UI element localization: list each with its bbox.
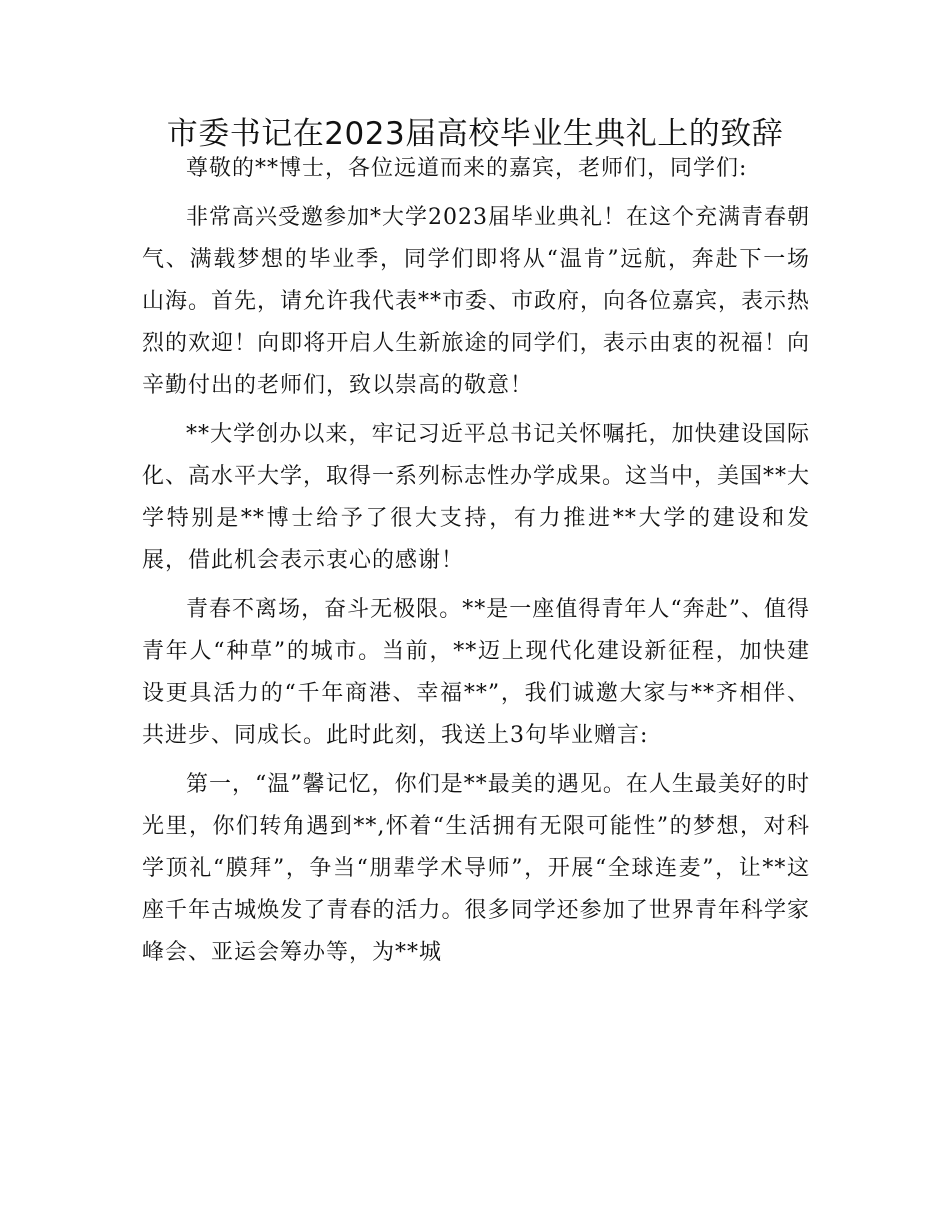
paragraph-opening: 非常高兴受邀参加*大学2023届毕业典礼！在这个充满青春朝气、满载梦想的毕业季，同学们即将从“温肯”远航，奔赴下一场山海。首先，请允许我代表**市委、市政府，向各位嘉宾，表示热烈的欢迎！向即将开启人生新旅途的同学们，表示由衷的祝福！向辛勤付出的老师们，致以崇高的敬意！ [142, 205, 811, 398]
paragraph-youth: 青春不离场，奋斗无极限。**是一座值得青年人“奔赴”、值得青年人“种草”的城市。当前，**迈上现代化建设新征程，加快建设更具活力的“千年商港、幸福**”，我们诚邀大家与**齐相伴、共进步、同成长。此时此刻，我送上3句毕业赠言: [142, 597, 810, 748]
paragraph-first-message: 第一，“温”馨记忆，你们是**最美的遇见。在人生最美好的时光里，你们转角遇到**,怀着“生活拥有无限可能性”的梦想，对科学顶礼“膜拜”，争当“朋辈学术导师”，开展“全球连麦”，让**这座千年古城焕发了青春的活力。很多同学还参加了世界青年科学家峰会、亚运会筹办等，为**城 [142, 772, 810, 965]
document-title: 市委书记在2023届高校毕业生典礼上的致辞 [166, 116, 784, 152]
document-body [142, 148, 810, 981]
paragraph-university: **大学创办以来，牢记习近平总书记关怀嘱托，加快建设国际化、高水平大学，取得一系列标志性办学成果。这当中，美国**大学特别是**博士给予了很大支持，有力推进**大学的建设和发展，借此机会表示衷心的感谢！ [142, 422, 811, 573]
salutation-line: 尊敬的**博士，各位远道而来的嘉宾，老师们，同学们: [186, 156, 748, 181]
